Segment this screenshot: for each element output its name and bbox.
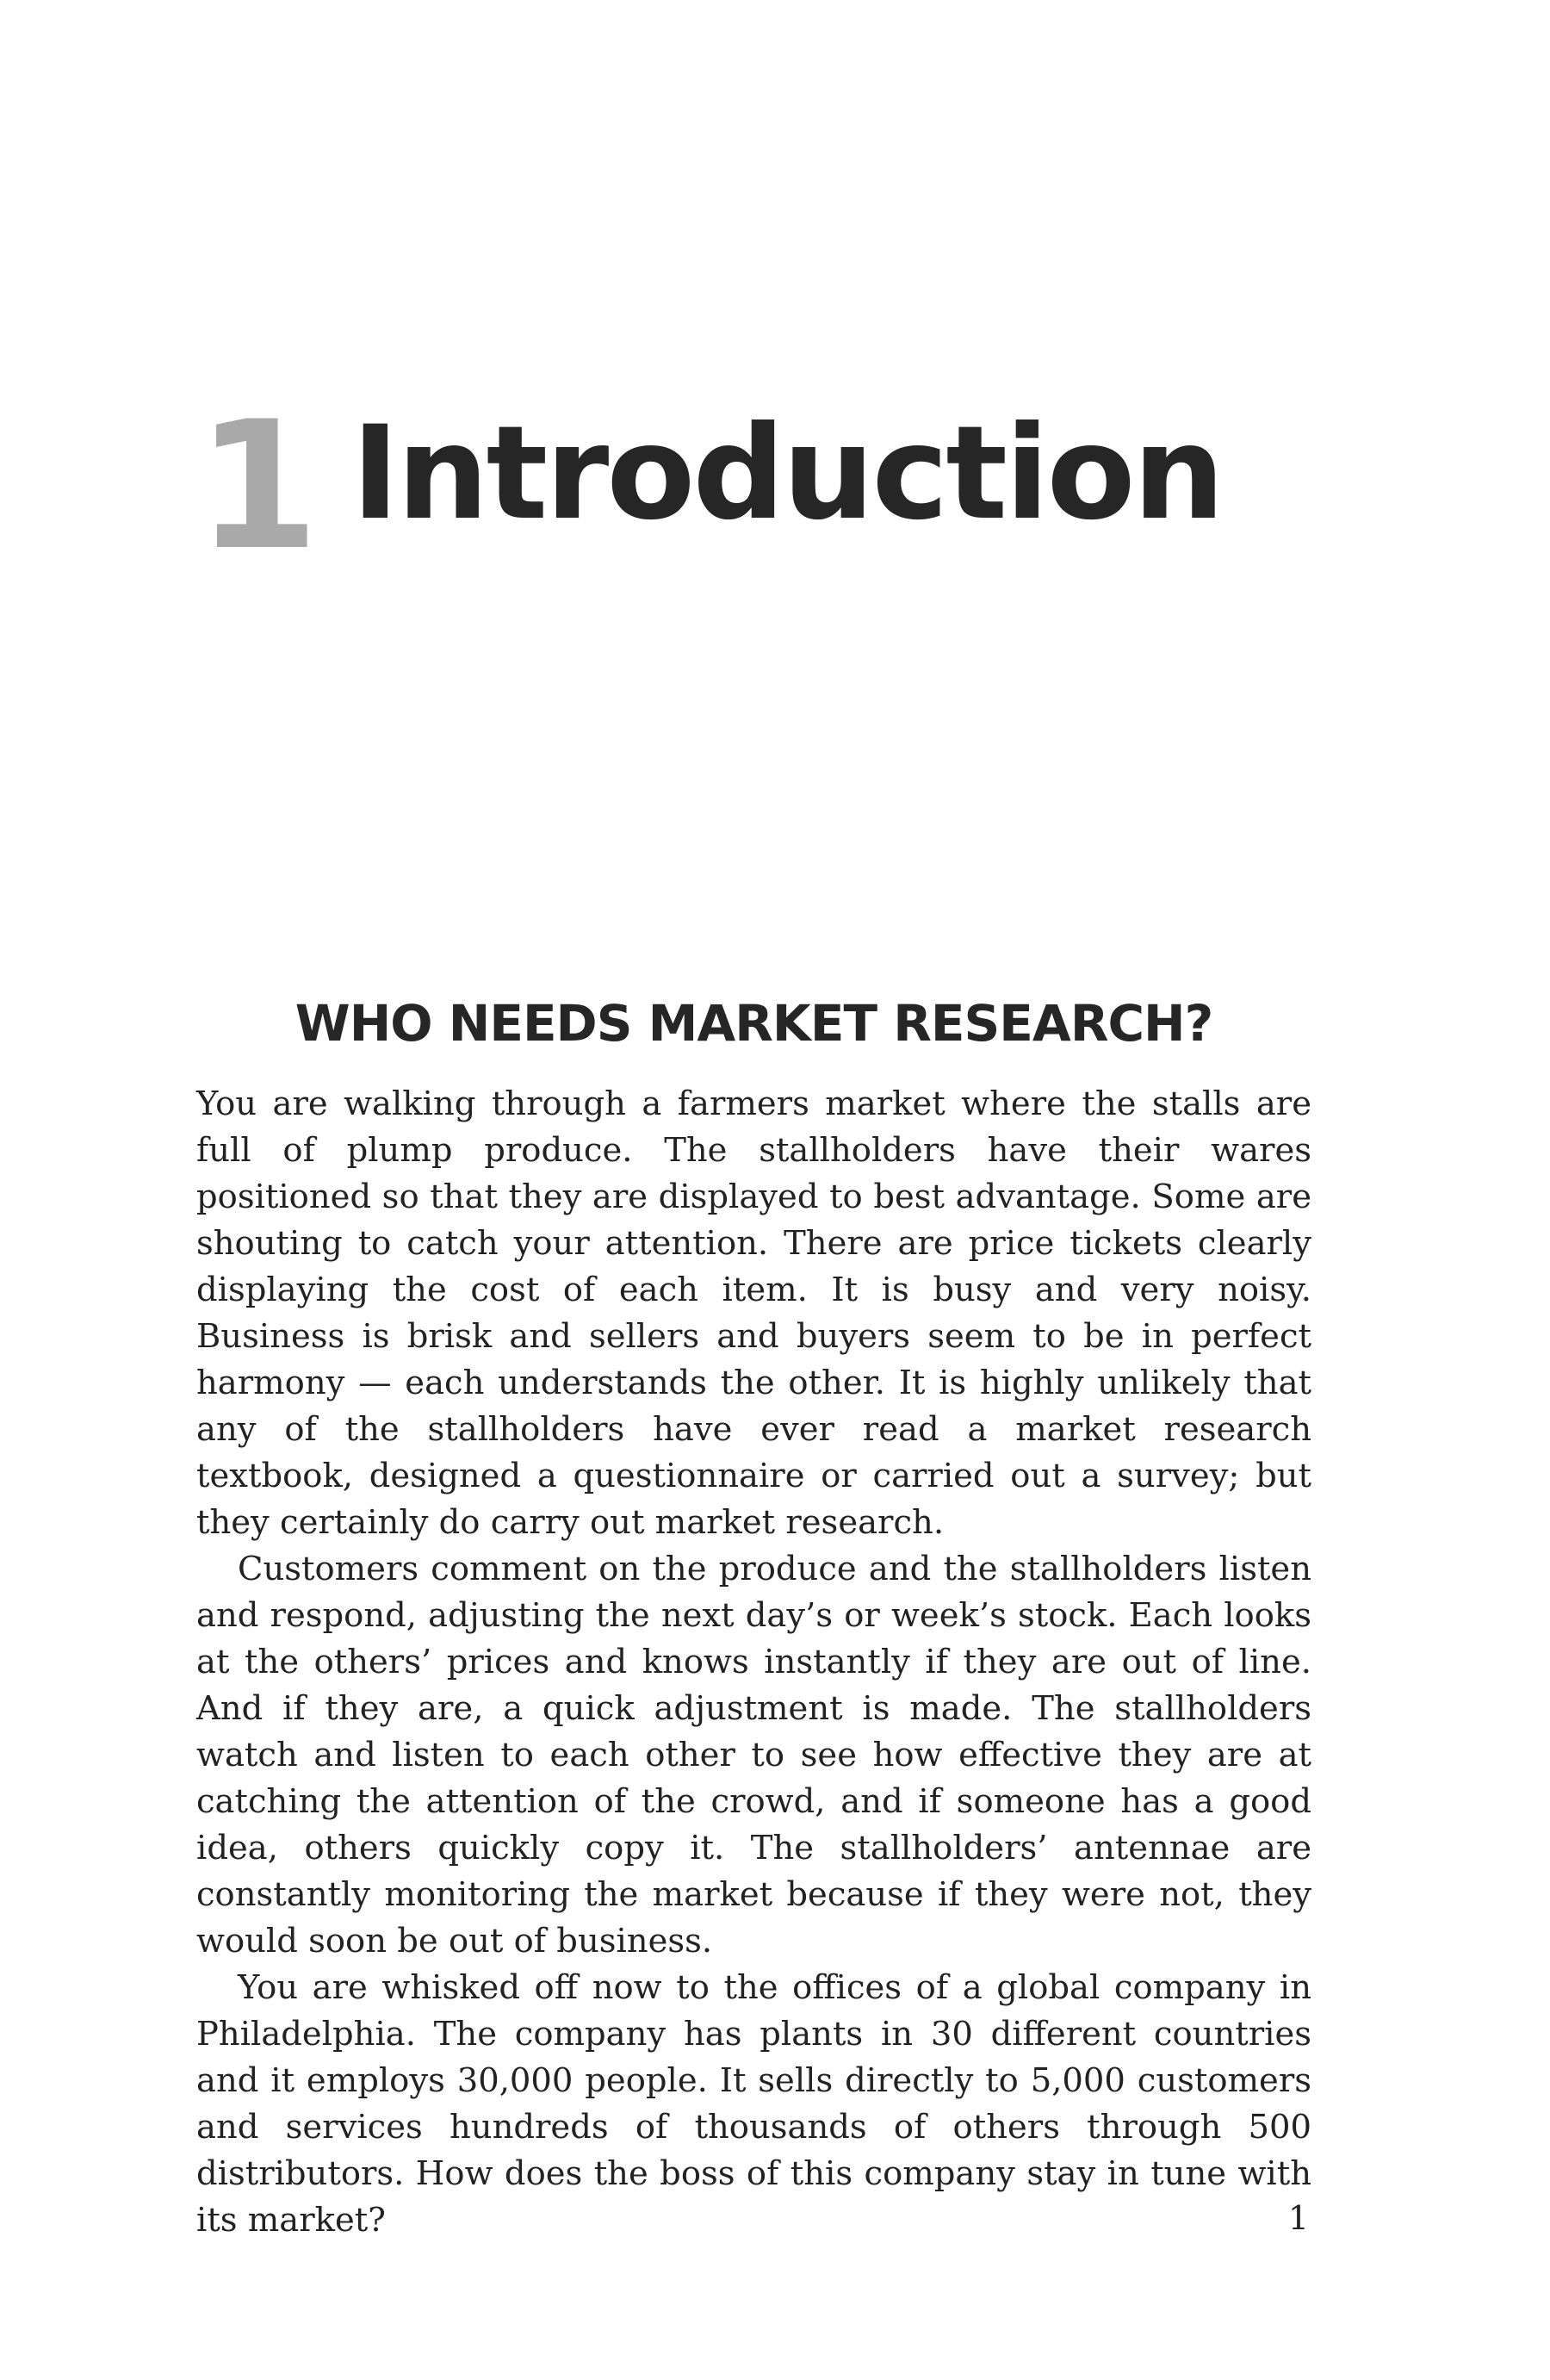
page-number: 1 — [1287, 2199, 1309, 2237]
body-text — [196, 1081, 1311, 2244]
paragraph-2: Customers comment on the produce and the stallholders listen and respond, adjusting the next day’s or week’s stock. Each looks at the others’ prices and knows instantly if they are out of line. And if they are, a quick adjustment is made. The stallholders watch and listen to each other to see how effective they are at catching the attention of the crowd, and if someone has a good idea, others quickly copy it. The stallholders’ antennae are constantly monitoring the market because if they were not, they would soon be out of business. — [196, 1550, 1311, 1961]
section-heading: WHO NEEDS MARKET RESEARCH? — [294, 994, 1213, 1053]
paragraph-1: You are walking through a farmers market where the stalls are full of plump produce. The stallholders have their wares positioned so that they are displayed to best advantage. Some are shouting to catch your attention. There are price tickets clearly displaying the cost of each item. It is busy and very noisy. Business is brisk and sellers and buyers seem to be in perfect harmony — each understands the other. It is highly unlikely that any of the stallholders have ever read a market research textbook, designed a questionnaire or carried out a survey; but they certainly do carry out market research. — [196, 1084, 1311, 1542]
paragraph-3: You are whisked off now to the offices of a global company in Philadelphia. The company has plants in 30 different countries and it employs 30,000 people. It sells directly to 5,000 customers and services hundreds of thousands of others through 500 distributors. How does the boss of this company stay in tune with its market? — [196, 1968, 1311, 2240]
chapter-title: Introduction — [351, 399, 1223, 549]
chapter-number: 1 — [196, 384, 316, 589]
